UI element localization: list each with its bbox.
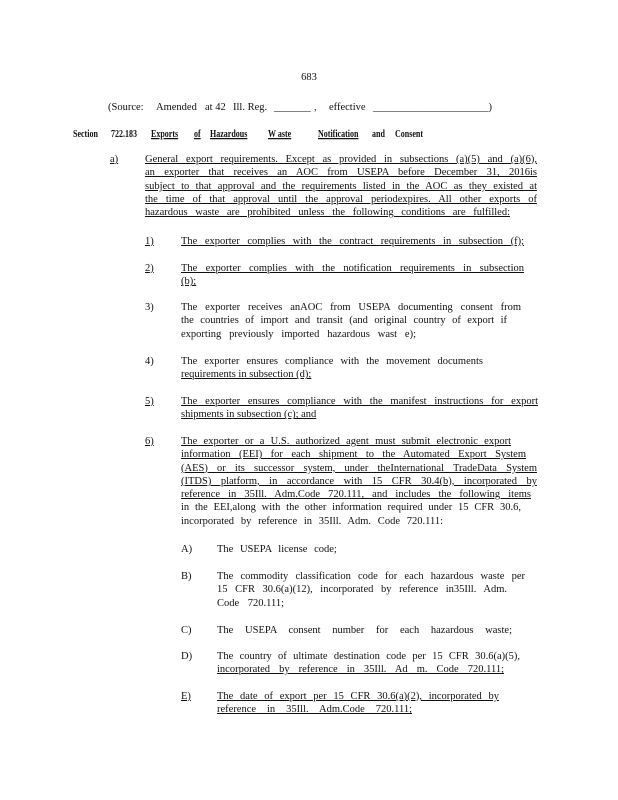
source-open: (Source: [108,102,144,113]
subitem-c-text [217,624,512,637]
item-2-label: 2) [145,263,154,274]
subitem-a-label: A) [181,544,193,555]
section-title-exports: Exports [151,128,179,140]
subitem-d-label: D) [181,651,193,662]
source-blank-effective: ______________________) [373,102,492,113]
subitem-b-label: B) [181,571,192,582]
subitem-b-line: Code 720.111; [217,597,285,609]
source-comma: , [314,102,317,113]
item-6-line: The exporter or a U.S. authorized agent must submit electronic export [181,436,511,447]
item-4-label: 4) [145,356,154,367]
para-a-line: General export requirements. Except as provided in subsections (a)(5) and (a)(6), [145,154,537,165]
item-1-text [181,235,524,248]
section-title-notification: Notification [318,128,359,140]
source-effective: effective [329,102,366,113]
item-6-line: in the EEI,along with the other information required under 15 CFR 30.6, [181,502,521,514]
item-5-label: 5) [145,396,154,407]
subitem-e-line: The date of export per 15 CFR 30.6(a)(2), incorporated by [217,691,499,702]
source-amended: Amended [156,102,197,113]
page-number: 683 [301,72,317,83]
para-a-label: a) [110,154,119,165]
item-3-label: 3) [145,302,154,313]
subitem-d-text [217,650,520,677]
subitem-e-label: E) [181,691,191,702]
item-6-label: 6) [145,436,154,447]
item-1-line: The exporter complies with the contract requirements in subsection (f); [181,236,524,247]
section-title-consent: Consent [395,128,424,140]
subitem-d-line: incorporated by reference in 35Ill. Ad m. Code 720.111; [217,664,504,676]
section-title-waste: W aste [268,128,292,140]
para-a-line: the time of that approval until the approval periodexpires. All other exports of [145,193,537,205]
source-blank-register: _______ [274,102,311,113]
item-6-text [181,435,537,528]
item-6-line: (ITDS) platform, in accordance with 15 CFR 30.4(b), incorporated by [181,475,537,487]
item-4-line: requirements in subsection (d); [181,369,312,381]
item-3-text [181,301,521,341]
subitem-b-line: 15 CFR 30.6(a)(12), incorporated by reference in35Ill. Adm. [217,584,507,596]
subitem-a-line: The USEPA license code; [217,544,337,555]
section-title-and: and [372,128,385,140]
source-at: at 42 [205,102,226,113]
section-title-hazardous: Hazardous [210,128,248,140]
item-6-line: reference in 35Ill. Adm.Code 720.111, and includes the following items [181,489,531,501]
para-a-line: subject to that approval and the requirements listed in the AOC as they existed at [145,180,537,192]
item-3-line: The exporter receives anAOC from USEPA documenting consent from [181,302,521,313]
para-a-line: hazardous waste are prohibited unless the following conditions are fulfilled: [145,207,510,219]
section-number: 722.183 [111,128,137,140]
subitem-d-line: The country of ultimate destination code per 15 CFR 30.6(a)(5), [217,651,520,662]
subitem-b-line: The commodity classification code for each hazardous waste per [217,571,525,582]
para-a-text [145,153,537,219]
source-reg: Ill. Reg. [233,102,268,113]
subitem-b-text [217,570,525,610]
subitem-e-text [217,690,499,717]
para-a-line: an exporter that receives an AOC from USEPA before December 31, 2016is [145,167,537,179]
item-6-line: information (EEI) for each shipment to the Automated Export System [181,449,526,461]
item-4-text [181,355,483,382]
item-2-line: The exporter complies with the notification requirements in subsection [181,263,524,274]
item-3-line: exporting previously imported hazardous wast e); [181,328,416,340]
item-5-line: The exporter ensures compliance with the manifest instructions for export [181,396,538,407]
subitem-a-text [217,543,337,556]
section-title-of: of [194,128,201,140]
item-1-label: 1) [145,236,154,247]
item-6-line: (AES) or its successor system, under theInternational TradeData System [181,462,537,474]
item-4-line: The exporter ensures compliance with the movement documents [181,356,483,367]
item-5-text [181,395,538,422]
item-6-line: incorporated by reference in 35Ill. Adm. Code 720.111: [181,515,443,527]
subitem-c-label: C) [181,625,192,636]
section-word: Section [73,128,98,140]
item-2-line: (b); [181,276,197,288]
subitem-c-line: The USEPA consent number for each hazardous waste; [217,625,512,636]
item-3-line: the countries of import and transit (and original country of export if [181,315,507,327]
item-5-line: shipments in subsection (c); and [181,409,317,421]
subitem-e-line: reference in 35Ill. Adm.Code 720.111; [217,704,412,716]
item-2-text [181,262,524,289]
